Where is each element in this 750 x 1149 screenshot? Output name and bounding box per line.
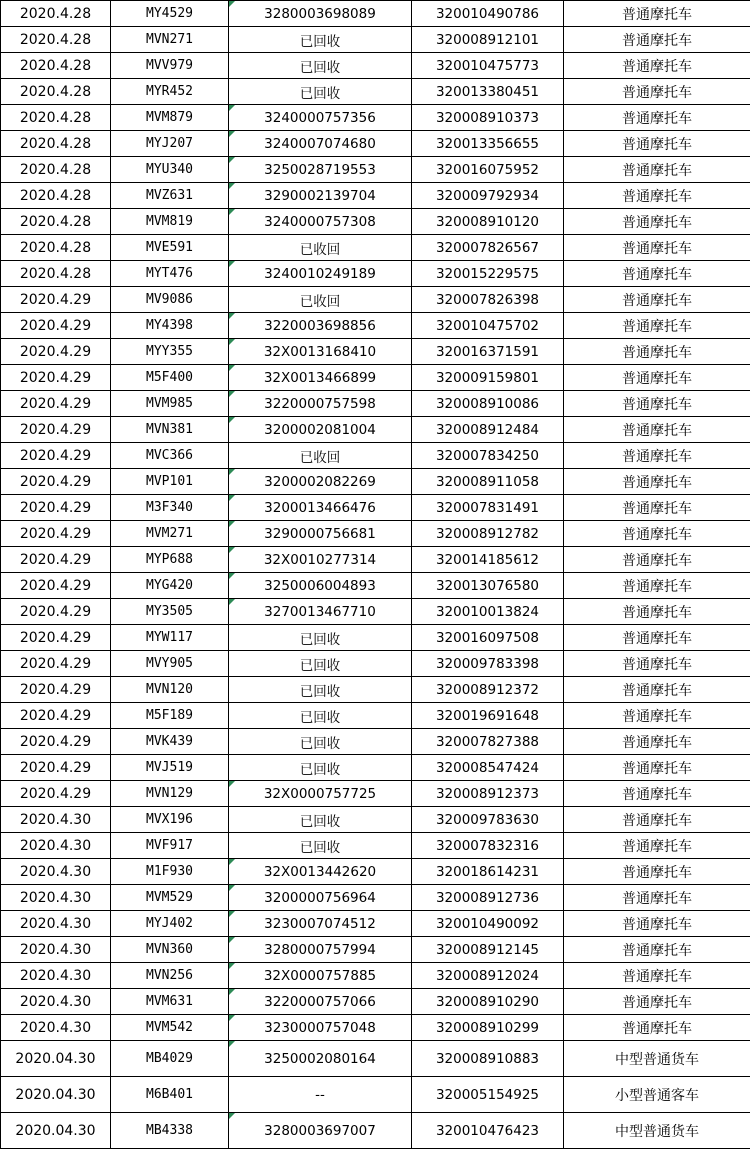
id-cell: 320008910883 (412, 1041, 564, 1077)
plate-cell: MYJ402 (111, 911, 229, 937)
id-cell: 320008912024 (412, 963, 564, 989)
table-row (1, 313, 750, 339)
id-cell: 320009159801 (412, 365, 564, 391)
id-cell: 320008910120 (412, 209, 564, 235)
table-row (1, 27, 750, 53)
vehicle-type-cell: 普通摩托车 (564, 443, 750, 469)
plate-cell: MY4398 (111, 313, 229, 339)
id-cell: 320014185612 (412, 547, 564, 573)
table-row (1, 547, 750, 573)
plate-cell: MYT476 (111, 261, 229, 287)
date-cell: 2020.4.28 (1, 209, 111, 235)
date-cell: 2020.4.30 (1, 963, 111, 989)
vehicle-type-cell: 普通摩托车 (564, 651, 750, 677)
table-row (1, 859, 750, 885)
code-cell: 已回收 (229, 677, 412, 703)
id-cell: 320010476423 (412, 1113, 564, 1149)
table-row (1, 729, 750, 755)
table-row (1, 1041, 750, 1077)
vehicle-type-cell: 中型普通货车 (564, 1041, 750, 1077)
vehicle-type-cell: 普通摩托车 (564, 963, 750, 989)
vehicle-type-cell: 普通摩托车 (564, 729, 750, 755)
code-cell: 3250006004893 (229, 573, 412, 599)
table-row (1, 599, 750, 625)
vehicle-type-cell: 普通摩托车 (564, 547, 750, 573)
code-cell: 3250028719553 (229, 157, 412, 183)
vehicle-type-cell: 普通摩托车 (564, 365, 750, 391)
table-row (1, 963, 750, 989)
code-cell: 3240000757356 (229, 105, 412, 131)
date-cell: 2020.4.28 (1, 79, 111, 105)
vehicle-type-cell: 普通摩托车 (564, 79, 750, 105)
vehicle-type-cell: 普通摩托车 (564, 703, 750, 729)
code-cell: 3220003698856 (229, 313, 412, 339)
vehicle-type-cell: 普通摩托车 (564, 495, 750, 521)
code-cell: 已回收 (229, 807, 412, 833)
plate-cell: MB4338 (111, 1113, 229, 1149)
date-cell: 2020.4.30 (1, 859, 111, 885)
table-row (1, 365, 750, 391)
code-cell: 3200013466476 (229, 495, 412, 521)
plate-cell: MY4529 (111, 1, 229, 27)
date-cell: 2020.4.29 (1, 521, 111, 547)
plate-cell: MVM985 (111, 391, 229, 417)
vehicle-type-cell: 普通摩托车 (564, 807, 750, 833)
date-cell: 2020.4.28 (1, 105, 111, 131)
table-row (1, 677, 750, 703)
id-cell: 320010013824 (412, 599, 564, 625)
vehicle-type-cell: 普通摩托车 (564, 599, 750, 625)
plate-cell: MVN360 (111, 937, 229, 963)
vehicle-type-cell: 普通摩托车 (564, 261, 750, 287)
plate-cell: MVX196 (111, 807, 229, 833)
vehicle-type-cell: 普通摩托车 (564, 131, 750, 157)
table-row (1, 651, 750, 677)
vehicle-type-cell: 普通摩托车 (564, 469, 750, 495)
table-row (1, 833, 750, 859)
id-cell: 320008912484 (412, 417, 564, 443)
code-cell: 3230000757048 (229, 1015, 412, 1041)
vehicle-type-cell: 小型普通客车 (564, 1077, 750, 1113)
table-row (1, 469, 750, 495)
plate-cell: M1F930 (111, 859, 229, 885)
table-row (1, 183, 750, 209)
id-cell: 320015229575 (412, 261, 564, 287)
plate-cell: MVN271 (111, 27, 229, 53)
table-row (1, 521, 750, 547)
vehicle-type-cell: 普通摩托车 (564, 235, 750, 261)
plate-cell: MVY905 (111, 651, 229, 677)
date-cell: 2020.4.28 (1, 53, 111, 79)
code-cell: 3220000757066 (229, 989, 412, 1015)
id-cell: 320013076580 (412, 573, 564, 599)
date-cell: 2020.4.30 (1, 1015, 111, 1041)
id-cell: 320010490092 (412, 911, 564, 937)
table-row (1, 209, 750, 235)
date-cell: 2020.4.29 (1, 417, 111, 443)
id-cell: 320007834250 (412, 443, 564, 469)
date-cell: 2020.4.28 (1, 1, 111, 27)
plate-cell: MVP101 (111, 469, 229, 495)
plate-cell: M5F400 (111, 365, 229, 391)
id-cell: 320008547424 (412, 755, 564, 781)
vehicle-type-cell: 普通摩托车 (564, 1015, 750, 1041)
id-cell: 320008912372 (412, 677, 564, 703)
vehicle-type-cell: 普通摩托车 (564, 755, 750, 781)
id-cell: 320007826398 (412, 287, 564, 313)
code-cell: 已回收 (229, 625, 412, 651)
id-cell: 320008910086 (412, 391, 564, 417)
table-row (1, 937, 750, 963)
code-cell: 3240000757308 (229, 209, 412, 235)
plate-cell: MB4029 (111, 1041, 229, 1077)
plate-cell: MYU340 (111, 157, 229, 183)
table-row (1, 443, 750, 469)
date-cell: 2020.4.28 (1, 27, 111, 53)
plate-cell: MVM631 (111, 989, 229, 1015)
code-cell: 3200002082269 (229, 469, 412, 495)
plate-cell: MVJ519 (111, 755, 229, 781)
vehicle-type-cell: 普通摩托车 (564, 313, 750, 339)
vehicle-type-cell: 普通摩托车 (564, 573, 750, 599)
code-cell: 已回收 (229, 833, 412, 859)
vehicle-type-cell: 普通摩托车 (564, 53, 750, 79)
id-cell: 320016097508 (412, 625, 564, 651)
date-cell: 2020.4.29 (1, 547, 111, 573)
plate-cell: MVN120 (111, 677, 229, 703)
plate-cell: MYR452 (111, 79, 229, 105)
date-cell: 2020.4.29 (1, 365, 111, 391)
date-cell: 2020.4.29 (1, 495, 111, 521)
code-cell: 3240010249189 (229, 261, 412, 287)
code-cell: 3250002080164 (229, 1041, 412, 1077)
date-cell: 2020.4.29 (1, 599, 111, 625)
vehicle-type-cell: 普通摩托车 (564, 911, 750, 937)
code-cell: 3280003698089 (229, 1, 412, 27)
table-row (1, 105, 750, 131)
date-cell: 2020.4.28 (1, 261, 111, 287)
date-cell: 2020.04.30 (1, 1113, 111, 1149)
plate-cell: MVK439 (111, 729, 229, 755)
code-cell: 已回收 (229, 27, 412, 53)
date-cell: 2020.4.30 (1, 885, 111, 911)
code-cell: 32X0000757885 (229, 963, 412, 989)
table-row (1, 781, 750, 807)
id-cell: 320008911058 (412, 469, 564, 495)
vehicle-type-cell: 普通摩托车 (564, 287, 750, 313)
code-cell: 已收回 (229, 287, 412, 313)
plate-cell: MVM879 (111, 105, 229, 131)
code-cell: 3240007074680 (229, 131, 412, 157)
vehicle-type-cell: 普通摩托车 (564, 937, 750, 963)
plate-cell: MYY355 (111, 339, 229, 365)
table-row (1, 79, 750, 105)
id-cell: 320019691648 (412, 703, 564, 729)
code-cell: -- (229, 1077, 412, 1113)
plate-cell: MVN129 (111, 781, 229, 807)
code-cell: 3290000756681 (229, 521, 412, 547)
id-cell: 320007831491 (412, 495, 564, 521)
code-cell: 已回收 (229, 703, 412, 729)
date-cell: 2020.4.30 (1, 989, 111, 1015)
vehicle-type-cell: 普通摩托车 (564, 833, 750, 859)
vehicle-type-cell: 普通摩托车 (564, 521, 750, 547)
date-cell: 2020.4.29 (1, 729, 111, 755)
date-cell: 2020.4.29 (1, 391, 111, 417)
code-cell: 32X0000757725 (229, 781, 412, 807)
date-cell: 2020.4.30 (1, 937, 111, 963)
plate-cell: MVZ631 (111, 183, 229, 209)
plate-cell: M6B401 (111, 1077, 229, 1113)
vehicle-type-cell: 普通摩托车 (564, 209, 750, 235)
table-row (1, 989, 750, 1015)
vehicle-type-cell: 普通摩托车 (564, 417, 750, 443)
table-row (1, 339, 750, 365)
id-cell: 320013380451 (412, 79, 564, 105)
id-cell: 320013356655 (412, 131, 564, 157)
code-cell: 3200000756964 (229, 885, 412, 911)
id-cell: 320008912373 (412, 781, 564, 807)
code-cell: 32X0010277314 (229, 547, 412, 573)
date-cell: 2020.4.29 (1, 781, 111, 807)
plate-cell: MVM819 (111, 209, 229, 235)
table-row (1, 1077, 750, 1113)
id-cell: 320008912101 (412, 27, 564, 53)
table-row (1, 53, 750, 79)
date-cell: 2020.4.30 (1, 911, 111, 937)
plate-cell: MVN381 (111, 417, 229, 443)
id-cell: 320010475773 (412, 53, 564, 79)
plate-cell: MYW117 (111, 625, 229, 651)
id-cell: 320008910299 (412, 1015, 564, 1041)
table-row (1, 131, 750, 157)
plate-cell: MVE591 (111, 235, 229, 261)
code-cell: 3280003697007 (229, 1113, 412, 1149)
plate-cell: MVC366 (111, 443, 229, 469)
date-cell: 2020.4.29 (1, 625, 111, 651)
id-cell: 320007832316 (412, 833, 564, 859)
date-cell: 2020.4.29 (1, 651, 111, 677)
vehicle-type-cell: 普通摩托车 (564, 1, 750, 27)
plate-cell: MVF917 (111, 833, 229, 859)
vehicle-type-cell: 普通摩托车 (564, 677, 750, 703)
table-row (1, 573, 750, 599)
date-cell: 2020.04.30 (1, 1077, 111, 1113)
plate-cell: MY3505 (111, 599, 229, 625)
id-cell: 320016075952 (412, 157, 564, 183)
table-row (1, 1, 750, 27)
table-row (1, 755, 750, 781)
id-cell: 320009783398 (412, 651, 564, 677)
date-cell: 2020.4.29 (1, 755, 111, 781)
vehicle-type-cell: 普通摩托车 (564, 859, 750, 885)
vehicle-type-cell: 普通摩托车 (564, 885, 750, 911)
code-cell: 3270013467710 (229, 599, 412, 625)
vehicle-type-cell: 普通摩托车 (564, 157, 750, 183)
date-cell: 2020.4.28 (1, 183, 111, 209)
table-row (1, 885, 750, 911)
code-cell: 已回收 (229, 53, 412, 79)
code-cell: 已回收 (229, 651, 412, 677)
code-cell: 3230007074512 (229, 911, 412, 937)
id-cell: 320010490786 (412, 1, 564, 27)
id-cell: 320005154925 (412, 1077, 564, 1113)
code-cell: 已回收 (229, 729, 412, 755)
plate-cell: MYG420 (111, 573, 229, 599)
code-cell: 3290002139704 (229, 183, 412, 209)
id-cell: 320010475702 (412, 313, 564, 339)
id-cell: 320009783630 (412, 807, 564, 833)
plate-cell: MVM271 (111, 521, 229, 547)
plate-cell: MVM529 (111, 885, 229, 911)
id-cell: 320008910290 (412, 989, 564, 1015)
plate-cell: MVM542 (111, 1015, 229, 1041)
code-cell: 已收回 (229, 235, 412, 261)
plate-cell: M5F189 (111, 703, 229, 729)
id-cell: 320016371591 (412, 339, 564, 365)
code-cell: 32X0013168410 (229, 339, 412, 365)
table-body (1, 1, 750, 1149)
code-cell: 已回收 (229, 79, 412, 105)
vehicle-type-cell: 普通摩托车 (564, 339, 750, 365)
code-cell: 32X0013466899 (229, 365, 412, 391)
vehicle-type-cell: 普通摩托车 (564, 27, 750, 53)
id-cell: 320009792934 (412, 183, 564, 209)
plate-cell: MVN256 (111, 963, 229, 989)
date-cell: 2020.4.29 (1, 573, 111, 599)
plate-cell: M3F340 (111, 495, 229, 521)
code-cell: 3200002081004 (229, 417, 412, 443)
date-cell: 2020.4.29 (1, 443, 111, 469)
table-row (1, 1113, 750, 1149)
plate-cell: MVV979 (111, 53, 229, 79)
date-cell: 2020.4.29 (1, 287, 111, 313)
id-cell: 320008910373 (412, 105, 564, 131)
vehicle-type-cell: 普通摩托车 (564, 781, 750, 807)
id-cell: 320007826567 (412, 235, 564, 261)
date-cell: 2020.4.29 (1, 469, 111, 495)
table-row (1, 703, 750, 729)
date-cell: 2020.4.29 (1, 339, 111, 365)
table-row (1, 417, 750, 443)
table-row (1, 261, 750, 287)
table-row (1, 287, 750, 313)
date-cell: 2020.4.29 (1, 677, 111, 703)
table-row (1, 157, 750, 183)
vehicle-type-cell: 中型普通货车 (564, 1113, 750, 1149)
vehicle-type-cell: 普通摩托车 (564, 391, 750, 417)
plate-cell: MYJ207 (111, 131, 229, 157)
plate-cell: MYP688 (111, 547, 229, 573)
code-cell: 32X0013442620 (229, 859, 412, 885)
code-cell: 已收回 (229, 443, 412, 469)
id-cell: 320008912782 (412, 521, 564, 547)
plate-cell: MV9086 (111, 287, 229, 313)
vehicle-type-cell: 普通摩托车 (564, 183, 750, 209)
date-cell: 2020.4.28 (1, 235, 111, 261)
date-cell: 2020.4.28 (1, 131, 111, 157)
table-row (1, 911, 750, 937)
id-cell: 320008912145 (412, 937, 564, 963)
table-row (1, 235, 750, 261)
code-cell: 已回收 (229, 755, 412, 781)
id-cell: 320007827388 (412, 729, 564, 755)
date-cell: 2020.4.28 (1, 157, 111, 183)
date-cell: 2020.4.29 (1, 703, 111, 729)
code-cell: 3280000757994 (229, 937, 412, 963)
table-row (1, 495, 750, 521)
id-cell: 320008912736 (412, 885, 564, 911)
date-cell: 2020.4.29 (1, 313, 111, 339)
date-cell: 2020.4.30 (1, 807, 111, 833)
date-cell: 2020.04.30 (1, 1041, 111, 1077)
code-cell: 3220000757598 (229, 391, 412, 417)
vehicle-type-cell: 普通摩托车 (564, 105, 750, 131)
table-row (1, 807, 750, 833)
table-row (1, 625, 750, 651)
vehicle-type-cell: 普通摩托车 (564, 989, 750, 1015)
table-row (1, 391, 750, 417)
vehicle-type-cell: 普通摩托车 (564, 625, 750, 651)
table-row (1, 1015, 750, 1041)
date-cell: 2020.4.30 (1, 833, 111, 859)
id-cell: 320018614231 (412, 859, 564, 885)
